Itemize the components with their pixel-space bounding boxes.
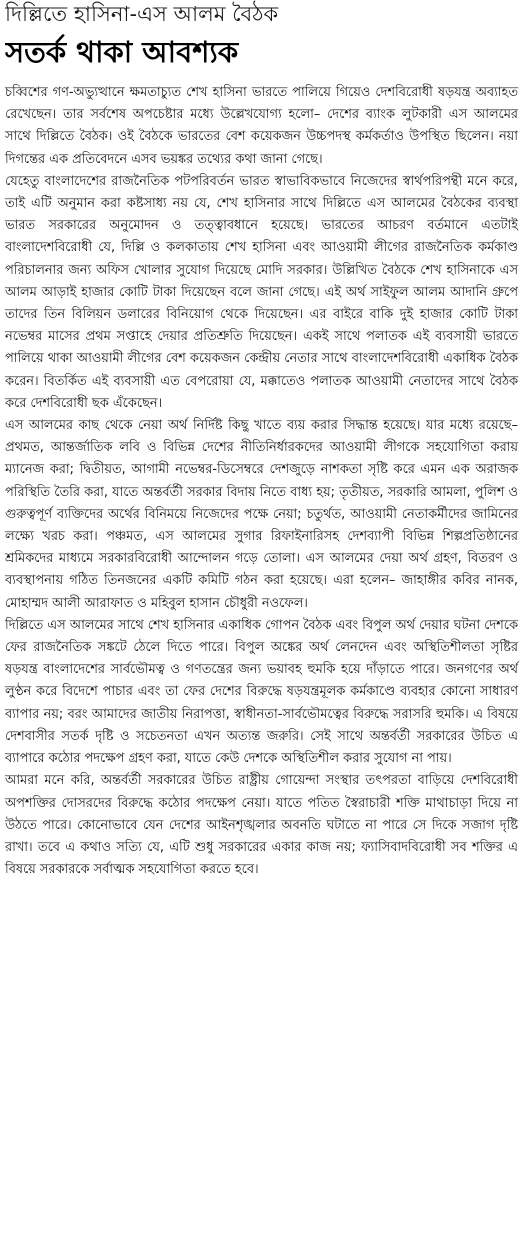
article-paragraph: যেহেতু বাংলাদেশের রাজনৈতিক পটপরিবর্তন ভারত স্বাভাবিকভাবে নিজেদের স্বার্থপরিপন্থী মনে করে, তাই এটি অনুমান করা কষ্টসাধ্য নয় যে, শেখ হাসিনার সাথে দিল্লিতে এস আলমের বৈঠকের ব্যবস্থা ভারত সরকারের অনুমোদন ও তত্ত্বাবধানে হয়েছে। ভারতের আচরণ বর্তমানে এতটাই বাংলাদেশবিরোধী যে, দিল্লি ও কলকাতায় শেখ হাসিনা এবং আওয়ামী লীগের রাজনৈতিক কর্মকাণ্ড পরিচালনার জন্য অফিস খোলার সুযোগ দিয়েছে মোদি সরকার। উল্লিখিত বৈঠকে শেখ হাসিনাকে এস আলম আড়াই হাজার কোটি টাকা দিয়েছেন বলে জানা গেছে। এই অর্থ সাইফুল আলম আদানি গ্রুপে তাদের তিন বিলিয়ন ডলারের বিনিয়োগ থেকে দিয়েছেন। এর বাইরে বাকি দুই হাজার কোটি টাকা নভেম্বর মাসের প্রথম সপ্তাহে দেয়ার প্রতিশ্রুতি দিয়েছেন। একই সাথে পলাতক এই ব্যবসায়ী ভারতে পালিয়ে থাকা আওয়ামী লীগের বেশ কয়েকজন কেন্দ্রীয় নেতার সাথে বাংলাদেশবিরোধী একাধিক বৈঠক করেন। বিতর্কিত এই ব্যবসায়ী এত বেপরোয়া যে, মক্কাতেও পলাতক আওয়ামী নেতাদের সাথে বৈঠক করে দেশবিরোধী ছক এঁকেছেন।: [5, 173, 518, 411]
article-paragraph: এস আলমের কাছ থেকে নেয়া অর্থ নির্দিষ্ট কিছু খাতে ব্যয় করার সিদ্ধান্ত হয়েছে। যার মধ্যে রয়েছে– প্রথমত, আন্তর্জাতিক লবি ও বিভিন্ন দেশের নীতিনির্ধারকদের আওয়ামী লীগকে সহযোগিতা করায় ম্যানেজ করা; দ্বিতীয়ত, আগামী নভেম্বর-ডিসেম্বরে দেশজুড়ে নাশকতা সৃষ্টি করে এমন এক অরাজক পরিস্থিতি তৈরি করা, যাতে অন্তর্বর্তী সরকার বিদায় নিতে বাধ্য হয়; তৃতীয়ত, সরকারি আমলা, পুলিশ ও গুরুত্বপূর্ণ ব্যক্তিদের অর্থের বিনিময়ে নিজেদের পক্ষে নেয়া; চতুর্থত, আওয়ামী নেতাকর্মীদের জামিনের লক্ষ্যে খরচ করা। পঞ্চমত, এস আলমের সুগার রিফাইনারিসহ দেশব্যাপী বিভিন্ন শিল্পপ্রতিষ্ঠানের শ্রমিকদের মাধ্যমে সরকারবিরোধী আন্দোলন গড়ে তোলা। এস আলমের দেয়া অর্থ গ্রহণ, বিতরণ ও ব্যবস্থাপনায় গঠিত তিনজনের একটি কমিটি গঠন করা হয়েছে। এরা হলেন– জাহাঙ্গীর কবির নানক, মোহাম্মদ আলী আরাফাত ও মহিবুল হাসান চৌধুরী নওফেল।: [5, 418, 518, 611]
headline-title: সতর্ক থাকা আবশ্যক: [5, 35, 239, 69]
article-body: [5, 82, 518, 881]
article-paragraph: চব্বিশের গণ-অভ্যুত্থানে ক্ষমতাচ্যুত শেখ হাসিনা ভারতে পালিয়ে গিয়েও দেশবিরোধী ষড়যন্ত্র অব্যাহত রেখেছেন। তার সর্বশেষ অপচেষ্টার মধ্যে উল্লেখযোগ্য হলো– দেশের ব্যাংক লুটকারী এস আলমের সাথে দিল্লিতে বৈঠক। ওই বৈঠকে ভারতের বেশ কয়েকজন উচ্চপদস্থ কর্মকর্তাও উপস্থিত ছিলেন। নয়া দিগন্তের এক প্রতিবেদনে এসব ভয়ঙ্কর তথ্যের কথা জানা গেছে।: [5, 85, 518, 167]
headline-kicker: দিল্লিতে হাসিনা-এস আলম বৈঠক: [5, 2, 279, 26]
article-paragraph: আমরা মনে করি, অন্তর্বর্তী সরকারের উচিত রাষ্ট্রীয় গোয়েন্দা সংস্থার তৎপরতা বাড়িয়ে দেশবিরোধী অপশক্তির দোসরদের বিরুদ্ধে কঠোর পদক্ষেপ নেয়া। যাতে পতিত স্বৈরাচারী শক্তি মাথাচাড়া দিয়ে না উঠতে পারে। কোনোভাবে যেন দেশের আইনশৃঙ্খলার অবনতি ঘটাতে না পারে সে দিকে সজাগ দৃষ্টি রাখা। তবে এ কথাও সত্যি যে, এটি শুধু সরকারের একার কাজ নয়; ফ্যাসিবাদবিরোধী সব শক্তির এ বিষয়ে সরকারকে সর্বাত্মক সহযোগিতা করতে হবে।: [5, 773, 518, 878]
article-paragraph: দিল্লিতে এস আলমের সাথে শেখ হাসিনার একাধিক গোপন বৈঠক এবং বিপুল অর্থ দেয়ার ঘটনা দেশকে ফের রাজনৈতিক সঙ্কটে ঠেলে দিতে পারে। বিপুল অঙ্কের অর্থ লেনদেন এবং অস্থিতিশীলতা সৃষ্টির ষড়যন্ত্র বাংলাদেশের সার্বভৌমত্ব ও গণতন্ত্রের জন্য ভয়াবহ হুমকি হয়ে দাঁড়াতে পারে। জনগণের অর্থ লুণ্ঠন করে বিদেশে পাচার এবং তা ফের দেশের বিরুদ্ধে ষড়যন্ত্রমূলক কর্মকাণ্ডে ব্যবহার কোনো সাধারণ ব্যাপার নয়; বরং আমাদের জাতীয় নিরাপত্তা, স্বাধীনতা-সার্বভৌমত্বের বিরুদ্ধে সরাসরি হুমকি। এ বিষয়ে দেশবাসীর সতর্ক দৃষ্টি ও সচেতনতা এখন অত্যন্ত জরুরি। সেই সাথে অন্তর্বর্তী সরকারের উচিত এ ব্যাপারে কঠোর পদক্ষেপ গ্রহণ করা, যাতে কেউ দেশকে অস্থিতিশীল করার সুযোগ না পায়।: [5, 617, 518, 767]
